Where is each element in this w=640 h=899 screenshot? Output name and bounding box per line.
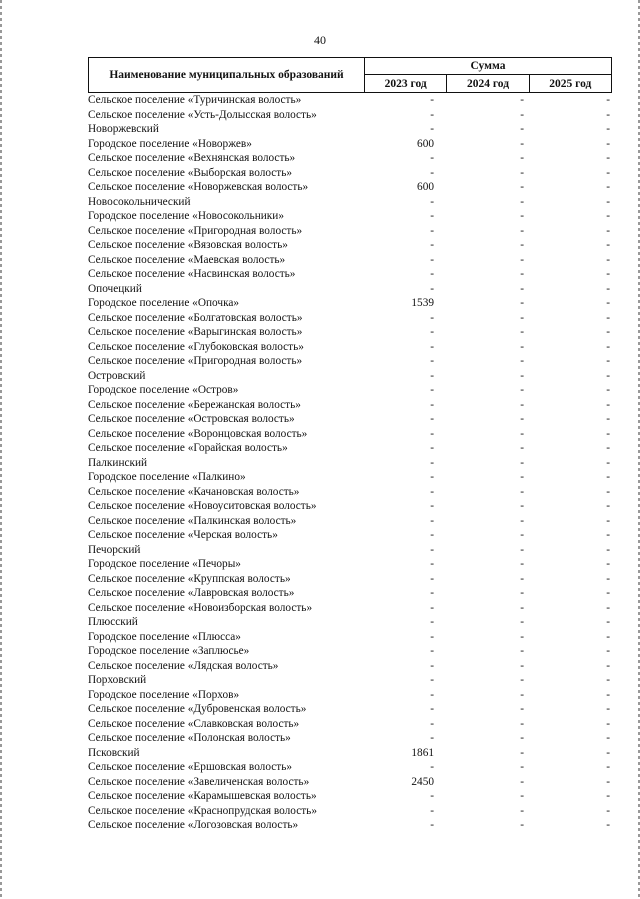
row-value-2025: - xyxy=(606,94,610,106)
row-value-2024: - xyxy=(520,384,524,396)
row-value-2024: - xyxy=(520,152,524,164)
row-municipality-name: Сельское поселение «Варыгинская волость» xyxy=(88,326,303,338)
row-value-2024: - xyxy=(520,659,524,672)
row-value-2024: - xyxy=(520,282,524,295)
row-value-2024: - xyxy=(520,253,524,266)
table-row xyxy=(88,412,612,427)
table-row xyxy=(88,137,612,152)
row-municipality-name: Печорский xyxy=(88,543,141,556)
row-value-2023: - xyxy=(430,152,434,164)
header-sum: Сумма xyxy=(365,58,611,75)
row-municipality-name: Островский xyxy=(88,369,146,382)
row-value-2025: - xyxy=(606,195,610,208)
row-value-2024: - xyxy=(520,630,524,643)
row-municipality-name: Сельское поселение «Пригородная волость» xyxy=(88,355,303,367)
row-value-2025: - xyxy=(606,674,610,686)
table-row xyxy=(88,470,612,485)
row-value-2024: - xyxy=(520,775,524,788)
row-value-2025: - xyxy=(606,166,610,179)
row-value-2025: - xyxy=(606,601,610,614)
row-value-2024: - xyxy=(520,601,524,614)
table-row xyxy=(88,195,612,210)
row-municipality-name: Городское поселение «Новосокольники» xyxy=(88,210,284,222)
row-value-2025: - xyxy=(606,746,610,759)
table-row xyxy=(88,789,612,804)
table-row xyxy=(88,499,612,514)
row-value-2024: - xyxy=(520,790,524,802)
row-value-2025: - xyxy=(606,340,610,353)
page-number: 40 xyxy=(314,33,326,47)
row-value-2025: - xyxy=(606,297,610,309)
row-value-2025: - xyxy=(606,529,610,541)
header-municipality-name: Наименование муниципальных образований xyxy=(89,58,365,92)
row-municipality-name: Сельское поселение «Воронцовская волость» xyxy=(88,427,308,440)
table-row xyxy=(88,427,612,442)
row-value-2024: - xyxy=(520,761,524,773)
row-value-2024: - xyxy=(520,717,524,730)
row-value-2023: - xyxy=(430,311,434,324)
row-value-2025: - xyxy=(606,500,610,512)
row-municipality-name: Новосокольнический xyxy=(88,195,191,208)
row-municipality-name: Городское поселение «Заплюсье» xyxy=(88,645,250,657)
row-value-2023: - xyxy=(430,761,434,773)
row-municipality-name: Сельское поселение «Насвинская волость» xyxy=(88,268,296,280)
row-value-2024: - xyxy=(520,703,524,715)
row-municipality-name: Сельское поселение «Островская волость» xyxy=(88,413,295,425)
row-value-2025: - xyxy=(606,239,610,251)
row-value-2024: - xyxy=(520,587,524,599)
row-municipality-name: Палкинский xyxy=(88,456,148,469)
row-value-2023: - xyxy=(430,601,434,614)
row-value-2025: - xyxy=(606,790,610,802)
row-value-2025: - xyxy=(606,761,610,773)
row-value-2023: - xyxy=(430,340,434,353)
row-municipality-name: Сельское поселение «Новоржевская волость» xyxy=(88,181,309,193)
row-value-2025: - xyxy=(606,543,610,556)
row-value-2023: - xyxy=(430,616,434,628)
table-row xyxy=(88,383,612,398)
row-value-2023: - xyxy=(430,485,434,498)
row-value-2024: - xyxy=(520,500,524,512)
table-header xyxy=(88,57,612,93)
table-row xyxy=(88,398,612,413)
row-value-2025: - xyxy=(606,224,610,237)
row-municipality-name: Сельское поселение «Дубровенская волость» xyxy=(88,703,307,715)
row-value-2024: - xyxy=(520,137,524,150)
row-value-2024: - xyxy=(520,485,524,498)
table-row xyxy=(88,746,612,761)
table-row xyxy=(88,282,612,297)
row-value-2025: - xyxy=(606,369,610,382)
row-value-2025: - xyxy=(606,413,610,425)
scan-left-edge xyxy=(0,0,2,899)
row-value-2024: - xyxy=(520,210,524,222)
row-value-2024: - xyxy=(520,804,524,817)
row-value-2024: - xyxy=(520,674,524,686)
table-row xyxy=(88,296,612,311)
row-municipality-name: Плюсский xyxy=(88,616,138,628)
row-value-2025: - xyxy=(606,152,610,164)
table-row xyxy=(88,572,612,587)
table-row xyxy=(88,630,612,645)
row-value-2025: - xyxy=(606,268,610,280)
row-value-2024: - xyxy=(520,572,524,585)
row-value-2024: - xyxy=(520,166,524,179)
row-value-2025: - xyxy=(606,181,610,193)
row-value-2024: - xyxy=(520,94,524,106)
row-municipality-name: Псковский xyxy=(88,746,140,759)
table-row xyxy=(88,369,612,384)
row-value-2023: - xyxy=(430,398,434,411)
row-municipality-name: Опочецкий xyxy=(88,282,142,295)
table-row xyxy=(88,311,612,326)
row-value-2024: - xyxy=(520,268,524,280)
row-value-2023: - xyxy=(430,732,434,744)
row-value-2023: - xyxy=(430,94,434,106)
row-value-2024: - xyxy=(520,688,524,701)
row-value-2024: - xyxy=(520,297,524,309)
row-municipality-name: Сельское поселение «Круппская волость» xyxy=(88,572,291,585)
row-municipality-name: Сельское поселение «Лядская волость» xyxy=(88,659,279,672)
row-municipality-name: Сельское поселение «Пригородная волость» xyxy=(88,224,303,237)
row-value-2023: - xyxy=(430,195,434,208)
row-value-2025: - xyxy=(606,137,610,150)
row-municipality-name: Сельское поселение «Качановская волость» xyxy=(88,485,300,498)
row-municipality-name: Сельское поселение «Ершовская волость» xyxy=(88,761,293,773)
row-value-2023: - xyxy=(430,790,434,802)
table-row xyxy=(88,557,612,572)
row-municipality-name: Сельское поселение «Усть-Долысская волость» xyxy=(88,108,317,121)
table-row xyxy=(88,209,612,224)
row-value-2025: - xyxy=(606,355,610,367)
header-year-2023: 2023 год xyxy=(365,75,447,92)
table-row xyxy=(88,325,612,340)
row-value-2024: - xyxy=(520,732,524,744)
row-municipality-name: Городское поселение «Новоржев» xyxy=(88,137,252,150)
row-value-2025: - xyxy=(606,630,610,643)
table-row xyxy=(88,818,612,833)
row-municipality-name: Сельское поселение «Выборская волость» xyxy=(88,166,293,179)
row-value-2023: 1539 xyxy=(411,297,434,309)
table-row xyxy=(88,615,612,630)
row-value-2023: - xyxy=(430,456,434,469)
row-municipality-name: Новоржевский xyxy=(88,123,159,135)
budget-table xyxy=(88,57,612,833)
row-value-2024: - xyxy=(520,514,524,527)
table-row xyxy=(88,238,612,253)
row-value-2024: - xyxy=(520,326,524,338)
row-value-2023: - xyxy=(430,471,434,483)
row-value-2023: - xyxy=(430,572,434,585)
row-value-2024: - xyxy=(520,108,524,121)
row-value-2025: - xyxy=(606,456,610,469)
row-municipality-name: Сельское поселение «Новоизборская волость» xyxy=(88,601,313,614)
row-value-2024: - xyxy=(520,311,524,324)
row-value-2023: - xyxy=(430,413,434,425)
table-row xyxy=(88,717,612,732)
table-row xyxy=(88,441,612,456)
row-municipality-name: Сельское поселение «Вязовская волость» xyxy=(88,239,288,251)
row-value-2023: - xyxy=(430,543,434,556)
row-value-2024: - xyxy=(520,239,524,251)
row-value-2025: - xyxy=(606,485,610,498)
row-value-2023: - xyxy=(430,384,434,396)
row-value-2023: - xyxy=(430,427,434,440)
row-value-2024: - xyxy=(520,456,524,469)
table-row xyxy=(88,775,612,790)
row-value-2023: - xyxy=(430,587,434,599)
row-value-2025: - xyxy=(606,775,610,788)
row-value-2025: - xyxy=(606,282,610,295)
row-value-2023: - xyxy=(430,717,434,730)
row-municipality-name: Сельское поселение «Славковская волость» xyxy=(88,717,300,730)
row-value-2024: - xyxy=(520,645,524,657)
row-value-2025: - xyxy=(606,123,610,135)
table-row xyxy=(88,659,612,674)
row-value-2023: - xyxy=(430,253,434,266)
row-value-2024: - xyxy=(520,529,524,541)
row-value-2023: - xyxy=(430,239,434,251)
table-row xyxy=(88,543,612,558)
table-row xyxy=(88,340,612,355)
row-value-2024: - xyxy=(520,746,524,759)
table-row xyxy=(88,688,612,703)
header-years xyxy=(365,75,611,92)
row-value-2024: - xyxy=(520,543,524,556)
row-value-2025: - xyxy=(606,659,610,672)
row-value-2023: - xyxy=(430,819,434,831)
row-value-2025: - xyxy=(606,210,610,222)
row-value-2023: 1861 xyxy=(411,746,434,759)
table-row xyxy=(88,267,612,282)
row-value-2025: - xyxy=(606,717,610,730)
row-municipality-name: Порховский xyxy=(88,674,147,686)
table-row xyxy=(88,180,612,195)
row-municipality-name: Сельское поселение «Завеличенская волость» xyxy=(88,775,310,788)
row-municipality-name: Сельское поселение «Вехнянская волость» xyxy=(88,152,296,164)
row-value-2023: - xyxy=(430,514,434,527)
row-value-2025: - xyxy=(606,471,610,483)
row-value-2024: - xyxy=(520,195,524,208)
row-value-2023: - xyxy=(430,703,434,715)
header-year-2024: 2024 год xyxy=(447,75,529,92)
row-value-2023: - xyxy=(430,558,434,570)
row-value-2024: - xyxy=(520,340,524,353)
row-municipality-name: Сельское поселение «Черская волость» xyxy=(88,529,278,541)
row-value-2025: - xyxy=(606,645,610,657)
row-municipality-name: Сельское поселение «Туричинская волость» xyxy=(88,94,302,106)
row-value-2023: - xyxy=(430,326,434,338)
row-value-2025: - xyxy=(606,514,610,527)
row-municipality-name: Городское поселение «Опочка» xyxy=(88,297,240,309)
row-value-2023: - xyxy=(430,166,434,179)
row-value-2025: - xyxy=(606,326,610,338)
row-value-2023: - xyxy=(430,108,434,121)
table-row xyxy=(88,760,612,775)
row-value-2025: - xyxy=(606,108,610,121)
table-row xyxy=(88,354,612,369)
row-municipality-name: Сельское поселение «Логозовская волость» xyxy=(88,819,299,831)
row-value-2024: - xyxy=(520,819,524,831)
row-municipality-name: Сельское поселение «Глубоковская волость» xyxy=(88,340,304,353)
row-municipality-name: Сельское поселение «Бережанская волость» xyxy=(88,398,301,411)
row-value-2023: 600 xyxy=(417,137,434,150)
row-value-2024: - xyxy=(520,558,524,570)
table-row xyxy=(88,456,612,471)
header-sum-group xyxy=(365,58,611,92)
row-value-2025: - xyxy=(606,804,610,817)
row-value-2024: - xyxy=(520,123,524,135)
row-municipality-name: Сельское поселение «Маевская волость» xyxy=(88,253,286,266)
table-row xyxy=(88,673,612,688)
row-value-2023: - xyxy=(430,282,434,295)
row-municipality-name: Сельское поселение «Полонская волость» xyxy=(88,732,291,744)
table-row xyxy=(88,224,612,239)
row-value-2023: - xyxy=(430,224,434,237)
table-row xyxy=(88,166,612,181)
row-municipality-name: Городское поселение «Остров» xyxy=(88,384,239,396)
row-value-2025: - xyxy=(606,732,610,744)
row-municipality-name: Сельское поселение «Горайская волость» xyxy=(88,442,288,454)
table-row xyxy=(88,151,612,166)
row-municipality-name: Сельское поселение «Палкинская волость» xyxy=(88,514,297,527)
row-value-2025: - xyxy=(606,819,610,831)
row-value-2025: - xyxy=(606,572,610,585)
table-row xyxy=(88,485,612,500)
table-row xyxy=(88,514,612,529)
row-value-2023: 600 xyxy=(417,181,434,193)
row-municipality-name: Городское поселение «Порхов» xyxy=(88,688,240,701)
row-value-2024: - xyxy=(520,442,524,454)
table-row xyxy=(88,702,612,717)
row-value-2023: 2450 xyxy=(411,775,434,788)
row-value-2025: - xyxy=(606,688,610,701)
table-row xyxy=(88,122,612,137)
row-value-2023: - xyxy=(430,442,434,454)
row-value-2024: - xyxy=(520,427,524,440)
row-value-2023: - xyxy=(430,674,434,686)
row-municipality-name: Городское поселение «Плюсса» xyxy=(88,630,241,643)
row-value-2025: - xyxy=(606,558,610,570)
row-value-2025: - xyxy=(606,616,610,628)
table-row xyxy=(88,253,612,268)
row-value-2025: - xyxy=(606,384,610,396)
row-value-2025: - xyxy=(606,442,610,454)
row-municipality-name: Сельское поселение «Лавровская волость» xyxy=(88,587,295,599)
row-value-2024: - xyxy=(520,471,524,483)
header-year-2025: 2025 год xyxy=(549,77,592,90)
row-value-2024: - xyxy=(520,616,524,628)
row-municipality-name: Городское поселение «Печоры» xyxy=(88,558,241,570)
row-value-2025: - xyxy=(606,253,610,266)
row-value-2024: - xyxy=(520,369,524,382)
table-row xyxy=(88,586,612,601)
row-value-2024: - xyxy=(520,355,524,367)
row-value-2023: - xyxy=(430,645,434,657)
row-value-2023: - xyxy=(430,210,434,222)
table-row xyxy=(88,93,612,108)
row-value-2023: - xyxy=(430,268,434,280)
row-value-2025: - xyxy=(606,703,610,715)
row-value-2025: - xyxy=(606,311,610,324)
row-value-2024: - xyxy=(520,398,524,411)
row-value-2025: - xyxy=(606,587,610,599)
row-value-2024: - xyxy=(520,181,524,193)
row-value-2023: - xyxy=(430,369,434,382)
row-municipality-name: Сельское поселение «Карамышевская волость» xyxy=(88,790,317,802)
row-municipality-name: Сельское поселение «Болгатовская волость» xyxy=(88,311,303,324)
table-row xyxy=(88,804,612,819)
row-municipality-name: Городское поселение «Палкино» xyxy=(88,471,246,483)
table-body xyxy=(88,93,612,833)
row-value-2023: - xyxy=(430,355,434,367)
table-row xyxy=(88,601,612,616)
row-municipality-name: Сельское поселение «Краснопрудская волость» xyxy=(88,804,317,817)
table-row xyxy=(88,731,612,746)
row-value-2023: - xyxy=(430,630,434,643)
row-value-2023: - xyxy=(430,659,434,672)
table-row xyxy=(88,528,612,543)
row-value-2025: - xyxy=(606,398,610,411)
row-value-2023: - xyxy=(430,688,434,701)
row-value-2023: - xyxy=(430,529,434,541)
row-value-2023: - xyxy=(430,123,434,135)
row-value-2025: - xyxy=(606,427,610,440)
table-row xyxy=(88,108,612,123)
table-row xyxy=(88,644,612,659)
row-municipality-name: Сельское поселение «Новоуситовская волость» xyxy=(88,500,317,512)
row-value-2024: - xyxy=(520,224,524,237)
row-value-2023: - xyxy=(430,500,434,512)
row-value-2024: - xyxy=(520,413,524,425)
row-value-2023: - xyxy=(430,804,434,817)
